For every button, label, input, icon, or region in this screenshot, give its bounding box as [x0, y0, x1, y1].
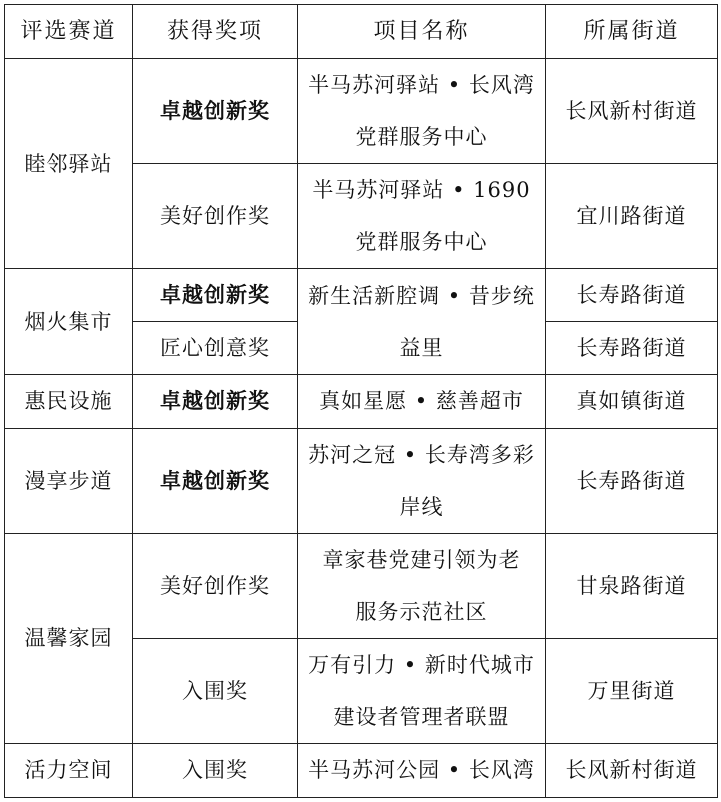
project-name-cell: [298, 164, 546, 269]
street-cell: 宜川路街道: [546, 164, 718, 269]
street-cell: 长寿路街道: [546, 322, 718, 375]
table-row: [5, 428, 718, 533]
track-cell: 烟火集市: [5, 269, 133, 375]
project-name-line: 党群服务中心: [355, 125, 488, 150]
street-cell: 真如镇街道: [546, 375, 718, 428]
project-name-line: 党群服务中心: [355, 230, 488, 255]
project-name-line: 章家巷党建引领为老: [322, 547, 521, 572]
project-name-line: 服务示范社区: [355, 599, 488, 624]
project-name-line: 苏河之冠 • 长寿湾多彩: [308, 442, 535, 467]
track-cell: 温馨家园: [5, 533, 133, 743]
table-row: [5, 59, 718, 164]
award-cell: 美好创作奖: [133, 164, 298, 269]
project-name-cell: [298, 428, 546, 533]
project-name-cell: [298, 533, 546, 638]
project-name-line: 半马苏河驿站 • 长风湾: [308, 73, 535, 98]
track-cell: 惠民设施: [5, 375, 133, 428]
award-cell: 入围奖: [133, 638, 298, 743]
project-name-line: 半马苏河驿站 • 1690: [312, 178, 531, 203]
project-name-cell: [298, 269, 546, 375]
header-award: 获得奖项: [133, 5, 298, 59]
header-street: 所属街道: [546, 5, 718, 59]
street-cell: 甘泉路街道: [546, 533, 718, 638]
street-cell: 长寿路街道: [546, 269, 718, 322]
project-name-cell: 半马苏河公园 • 长风湾: [298, 743, 546, 797]
project-name-line: 万有引力 • 新时代城市: [308, 652, 535, 677]
project-name-line: 新生活新腔调 • 昔步统: [308, 283, 535, 308]
track-cell: 活力空间: [5, 743, 133, 797]
street-cell: 万里街道: [546, 638, 718, 743]
header-row: [5, 5, 718, 59]
table-row: [5, 533, 718, 638]
project-name-cell: [298, 638, 546, 743]
header-track: 评选赛道: [5, 5, 133, 59]
award-cell: 卓越创新奖: [133, 428, 298, 533]
project-name-line: 建设者管理者联盟: [333, 704, 510, 729]
project-name-cell: [298, 59, 546, 164]
table-row: [5, 269, 718, 322]
table-row: [5, 743, 718, 797]
track-cell: 睦邻驿站: [5, 59, 133, 269]
street-cell: 长风新村街道: [546, 59, 718, 164]
project-name-cell: 真如星愿 • 慈善超市: [298, 375, 546, 428]
project-name-line: 益里: [399, 335, 444, 360]
project-name-line: 岸线: [399, 494, 444, 519]
award-cell: 卓越创新奖: [133, 59, 298, 164]
street-cell: 长风新村街道: [546, 743, 718, 797]
award-table: [4, 4, 718, 798]
award-cell: 美好创作奖: [133, 533, 298, 638]
award-cell: 匠心创意奖: [133, 322, 298, 375]
award-cell: 卓越创新奖: [133, 375, 298, 428]
street-cell: 长寿路街道: [546, 428, 718, 533]
table-row: [5, 375, 718, 428]
award-cell: 卓越创新奖: [133, 269, 298, 322]
track-cell: 漫享步道: [5, 428, 133, 533]
award-cell: 入围奖: [133, 743, 298, 797]
header-project-name: 项目名称: [298, 5, 546, 59]
